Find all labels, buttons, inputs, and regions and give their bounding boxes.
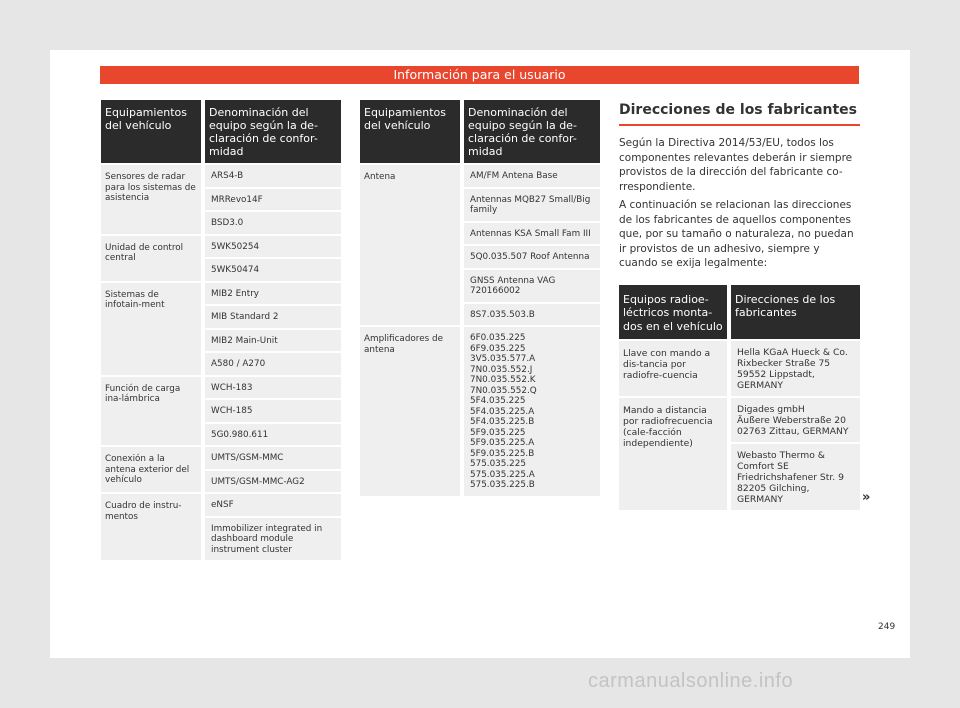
column-header: Denominación del equipo según la de-claración de confor-midad xyxy=(464,100,600,163)
group-label: Mando a distancia por radiofrecuencia (cale-facción independiente) xyxy=(619,398,731,510)
table-body xyxy=(619,341,860,510)
cell-value: UMTS/GSM-MMC xyxy=(205,447,341,469)
table-row xyxy=(360,165,600,187)
table-header-row xyxy=(360,100,600,163)
table-row xyxy=(101,494,341,516)
cell-value: MIB Standard 2 xyxy=(205,306,341,328)
double-chevron-right-icon: » xyxy=(862,490,871,505)
cell-value: AM/FM Antena Base xyxy=(464,165,600,187)
group-label: Llave con mando a dis-tancia por radiofre-cuencia xyxy=(619,341,731,396)
table-row xyxy=(101,165,341,187)
cell-value: eNSF xyxy=(205,494,341,516)
cell-value: ARS4-B xyxy=(205,165,341,187)
cell-value: 5WK50254 xyxy=(205,236,341,258)
group-label: Sensores de radar para los sistemas de asistencia xyxy=(101,165,205,234)
cell-value: MRRevo14F xyxy=(205,189,341,211)
group-label: Sistemas de infotain-ment xyxy=(101,283,205,375)
column-header: Equipos radioe-léctricos monta-dos en el vehículo xyxy=(619,285,731,340)
group-label: Amplificadores de antena xyxy=(360,327,464,496)
cell-value: 5Q0.035.507 Roof Antenna xyxy=(464,246,600,268)
cell-value: Hella KGaA Hueck & Co. Rixbecker Straße 75 59552 Lippstadt, GERMANY xyxy=(731,341,860,396)
paragraph: A continuación se relacionan las direcciones de los fabricantes de aquellos componentes que, por su tamaño o naturaleza, no puedan ir provistos de un adhesivo, siempre y cuando se exija legalmente: xyxy=(619,199,854,269)
cell-value: Immobilizer integrated in dashboard module instrument cluster xyxy=(205,518,341,561)
page-header: Información para el usuario xyxy=(100,66,859,84)
table-row xyxy=(360,327,600,496)
cell-value: GNSS Antenna VAG 720166002 xyxy=(464,270,600,302)
cell-value: 5WK50474 xyxy=(205,259,341,281)
cell-value: BSD3.0 xyxy=(205,212,341,234)
manufacturers-table xyxy=(619,283,860,513)
cell-value: 6F0.035.225 6F9.035.225 3V5.035.577.A 7N0.035.552.J 7N0.035.552.K 7N0.035.552.Q 5F4.035.225 5F4.035.225.A 5F4.035.225.B 5F9.035.225 5F9.035.225.A 5F9.035.225.B 575.035.225 575.035.225.A 575.035.225.B xyxy=(464,327,600,496)
cell-value: MIB2 Main-Unit xyxy=(205,330,341,352)
cell-value: Webasto Thermo & Comfort SE Friedrichshafener Str. 9 82205 Gilching, GERMANY xyxy=(731,444,860,510)
cell-value: WCH-185 xyxy=(205,400,341,422)
cell-value: 5G0.980.611 xyxy=(205,424,341,446)
column-header: Equipamientos del vehículo xyxy=(101,100,205,163)
group-label: Función de carga ina-lámbrica xyxy=(101,377,205,446)
table-body xyxy=(101,165,341,560)
cell-value: UMTS/GSM-MMC-AG2 xyxy=(205,471,341,493)
table-header-row xyxy=(619,285,860,340)
table-header-row xyxy=(101,100,341,163)
table-row xyxy=(619,341,860,396)
cell-value: A580 / A270 xyxy=(205,353,341,375)
watermark: carmanualsonline.info xyxy=(588,670,794,692)
group-label: Cuadro de instru-mentos xyxy=(101,494,205,560)
group-label: Conexión a la antena exterior del vehículo xyxy=(101,447,205,492)
section-title: Direcciones de los fabricantes xyxy=(619,98,860,126)
cell-value: Antennas MQB27 Small/Big family xyxy=(464,189,600,221)
cell-value: MIB2 Entry xyxy=(205,283,341,305)
table-row xyxy=(619,398,860,442)
paragraph: Según la Directiva 2014/53/EU, todos los componentes relevantes deberán ir siempre provistos de la dirección del fabricante co-rrespondiente. xyxy=(619,137,853,193)
column-header: Denominación del equipo según la de-claración de confor-midad xyxy=(205,100,341,163)
cell-value: 8S7.035.503.B xyxy=(464,304,600,326)
column-header: Direcciones de los fabricantes xyxy=(731,285,860,340)
page-number: 249 xyxy=(878,622,896,632)
table-row xyxy=(101,377,341,399)
equipment-table-left xyxy=(101,98,341,562)
table-row xyxy=(101,283,341,305)
cell-value: WCH-183 xyxy=(205,377,341,399)
equipment-table-middle xyxy=(360,98,600,498)
group-label: Unidad de control central xyxy=(101,236,205,281)
column-header: Equipamientos del vehículo xyxy=(360,100,464,163)
cell-value: Digades gmbH Äußere Weberstraße 20 02763 Zittau, GERMANY xyxy=(731,398,860,442)
table-body xyxy=(360,165,600,496)
table-row xyxy=(101,447,341,469)
manufacturers-section xyxy=(619,98,860,504)
cell-value: Antennas KSA Small Fam III xyxy=(464,223,600,245)
group-label: Antena xyxy=(360,165,464,325)
table-row xyxy=(101,236,341,258)
